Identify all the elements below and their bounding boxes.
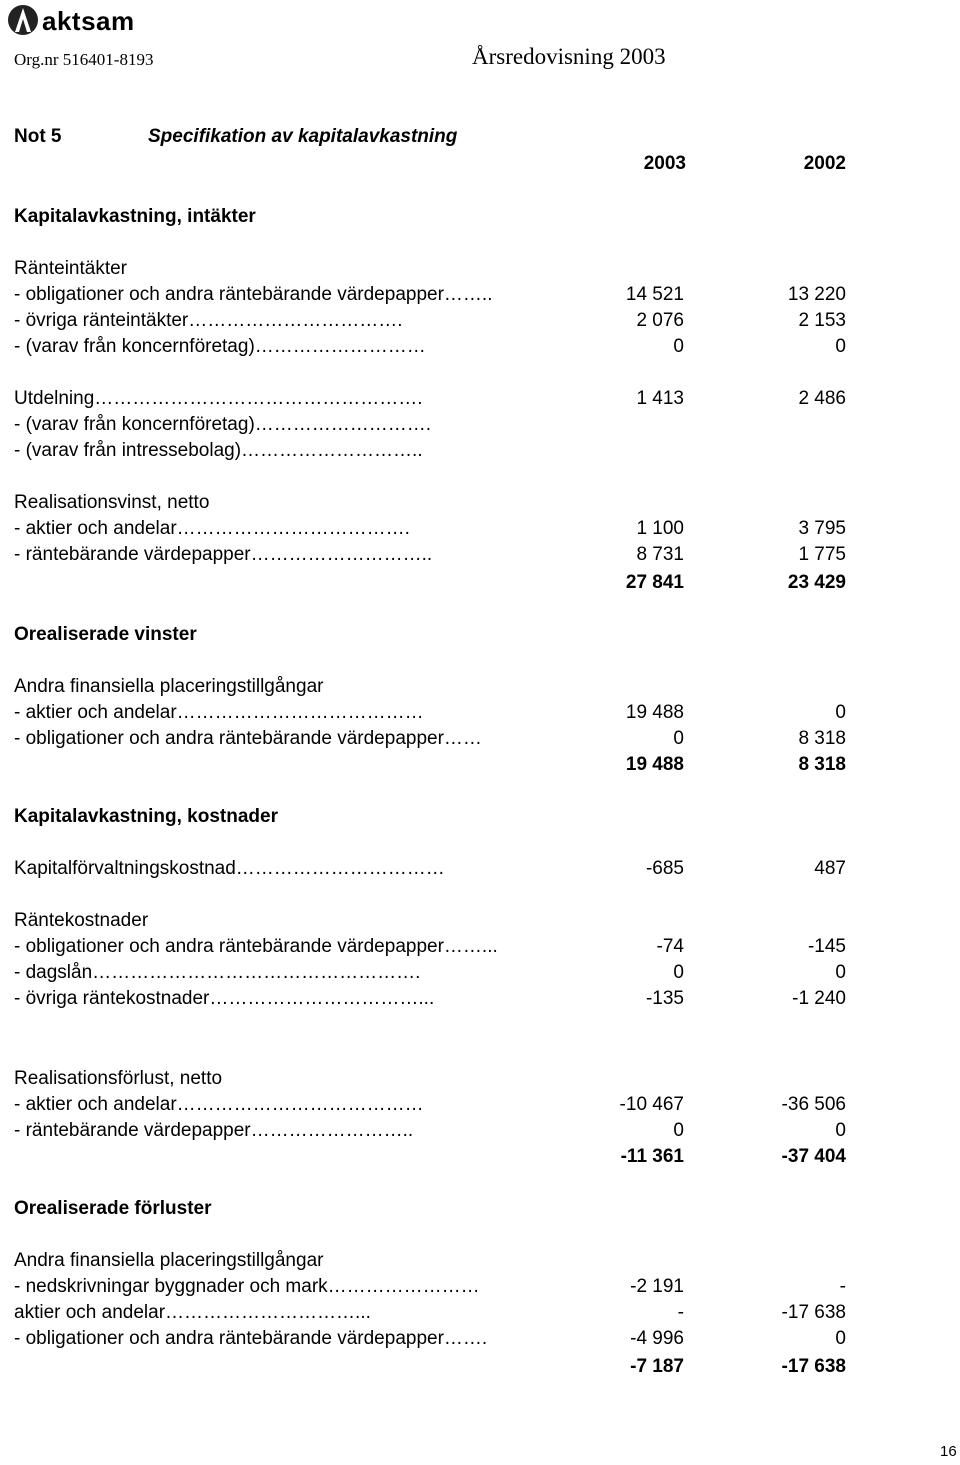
table-row <box>14 726 854 752</box>
value-2003: -2 191 <box>630 1276 684 1297</box>
row-label: - (varav från koncernföretag)……………………… <box>14 336 426 357</box>
value-2002: -145 <box>807 936 846 957</box>
value-2003: 14 521 <box>625 284 684 305</box>
row-label: - aktier och andelar………………………………… <box>14 1094 424 1115</box>
row-label: aktier och andelar…………………………... <box>14 1302 371 1323</box>
table-row <box>14 334 854 360</box>
row-label: Utdelning……………………………………………. <box>14 388 423 409</box>
subtotal-row <box>14 1354 854 1380</box>
table-row <box>14 908 854 934</box>
value-2003: 19 488 <box>625 754 684 775</box>
row-label: - (varav från koncernföretag)………………………. <box>14 414 432 435</box>
row-label: Orealiserade vinster <box>14 624 197 645</box>
row-label: - obligationer och andra räntebärande värdepapper……... <box>14 936 498 957</box>
table-row <box>14 1326 854 1352</box>
subtotal-row <box>14 1144 854 1170</box>
value-2002: 3 795 <box>798 518 846 539</box>
document-title: Årsredovisning 2003 <box>472 44 666 69</box>
value-2003: -10 467 <box>619 1094 684 1115</box>
value-2003: 1 413 <box>636 388 684 409</box>
value-2003: 0 <box>673 728 684 749</box>
table-row <box>14 412 854 438</box>
table-row <box>14 1066 854 1092</box>
value-2002: - <box>839 1276 846 1297</box>
org-number: Org.nr 516401-8193 <box>14 50 154 69</box>
value-2003: 2 076 <box>636 310 684 331</box>
row-label: - räntebärande värdepapper……………………….. <box>14 544 433 565</box>
table-row <box>14 308 854 334</box>
row-label: - dagslån……………………………………………. <box>14 962 421 983</box>
value-2003: 8 731 <box>636 544 684 565</box>
table-row <box>14 1092 854 1118</box>
value-2002: 1 775 <box>798 544 846 565</box>
value-2003: -74 <box>656 936 684 957</box>
logo-text: aktsam <box>42 6 135 36</box>
value-2002: -36 506 <box>781 1094 846 1115</box>
value-2003: 1 100 <box>636 518 684 539</box>
row-label: Andra finansiella placeringstillgångar <box>14 1250 324 1271</box>
value-2002: 23 429 <box>787 572 846 593</box>
value-2003: -11 361 <box>620 1146 684 1167</box>
value-2002: 0 <box>835 702 846 723</box>
value-2002: 0 <box>835 962 846 983</box>
value-2002: 8 318 <box>798 728 846 749</box>
note-label: Not 5 <box>14 126 62 147</box>
table-row <box>14 934 854 960</box>
value-2002: 0 <box>835 1328 846 1349</box>
table-row <box>14 204 854 230</box>
value-2002: 13 220 <box>787 284 846 305</box>
logo-mark-icon <box>6 2 46 42</box>
row-label: Orealiserade förluster <box>14 1198 212 1219</box>
table-row <box>14 438 854 464</box>
value-2003: -685 <box>645 858 684 879</box>
table-row <box>14 804 854 830</box>
table-row <box>14 516 854 542</box>
aktsam-logo <box>6 2 156 42</box>
table-row <box>14 856 854 882</box>
table-row <box>14 386 854 412</box>
row-label: - obligationer och andra räntebärande värdepapper…… <box>14 728 482 749</box>
row-label: - (varav från intressebolag)……………………….. <box>14 440 423 461</box>
table-row <box>14 490 854 516</box>
row-label: - räntebärande värdepapper…………………….. <box>14 1120 414 1141</box>
year-previous-header: 2002 <box>803 153 846 174</box>
note-title: Specifikation av kapitalavkastning <box>148 126 458 147</box>
value-2002: -17 638 <box>781 1356 846 1377</box>
value-2003: -7 187 <box>630 1356 684 1377</box>
row-label: Kapitalförvaltningskostnad…………………………… <box>14 858 445 879</box>
page-number: 16 <box>940 1443 957 1460</box>
value-2002: 2 486 <box>798 388 846 409</box>
table-row <box>14 1196 854 1222</box>
row-label: - obligationer och andra räntebärande värdepapper…….. <box>14 284 493 305</box>
row-label: - aktier och andelar………………………………. <box>14 518 410 539</box>
subtotal-row <box>14 752 854 778</box>
row-label: - övriga ränteintäkter……………………………. <box>14 310 403 331</box>
value-2002: -1 240 <box>792 988 846 1009</box>
row-label: Kapitalavkastning, kostnader <box>14 806 278 827</box>
value-2003: 0 <box>673 962 684 983</box>
table-row <box>14 1118 854 1144</box>
row-label: Realisationsvinst, netto <box>14 492 210 513</box>
value-2003: - <box>677 1302 684 1323</box>
row-label: Räntekostnader <box>14 910 149 931</box>
value-2002: 0 <box>835 1120 846 1141</box>
table-row <box>14 986 854 1012</box>
year-current-header: 2003 <box>643 153 686 174</box>
value-2002: -17 638 <box>781 1302 846 1323</box>
value-2003: 27 841 <box>625 572 684 593</box>
table-row <box>14 622 854 648</box>
value-2002: 8 318 <box>798 754 846 775</box>
table-row <box>14 960 854 986</box>
value-2003: 0 <box>673 1120 684 1141</box>
table-row <box>14 1274 854 1300</box>
row-label: - nedskrivningar byggnader och mark…………………… <box>14 1276 480 1297</box>
table-row <box>14 282 854 308</box>
table-row <box>14 700 854 726</box>
table-row <box>14 674 854 700</box>
row-label: - aktier och andelar………………………………… <box>14 702 424 723</box>
row-label: - obligationer och andra räntebärande värdepapper……. <box>14 1328 488 1349</box>
table-row <box>14 542 854 568</box>
value-2003: 19 488 <box>625 702 684 723</box>
table-row <box>14 1248 854 1274</box>
table-row <box>14 256 854 282</box>
table-row <box>14 1300 854 1326</box>
value-2002: 2 153 <box>798 310 846 331</box>
value-2002: 0 <box>835 336 846 357</box>
row-label: Kapitalavkastning, intäkter <box>14 206 256 227</box>
row-label: Andra finansiella placeringstillgångar <box>14 676 324 697</box>
value-2002: 487 <box>814 858 846 879</box>
subtotal-row <box>14 570 854 596</box>
value-2003: 0 <box>673 336 684 357</box>
value-2002: -37 404 <box>781 1146 846 1167</box>
row-label: - övriga räntekostnader……………………………... <box>14 988 435 1009</box>
value-2003: -135 <box>645 988 684 1009</box>
row-label: Realisationsförlust, netto <box>14 1068 223 1089</box>
value-2003: -4 996 <box>630 1328 684 1349</box>
row-label: Ränteintäkter <box>14 258 128 279</box>
